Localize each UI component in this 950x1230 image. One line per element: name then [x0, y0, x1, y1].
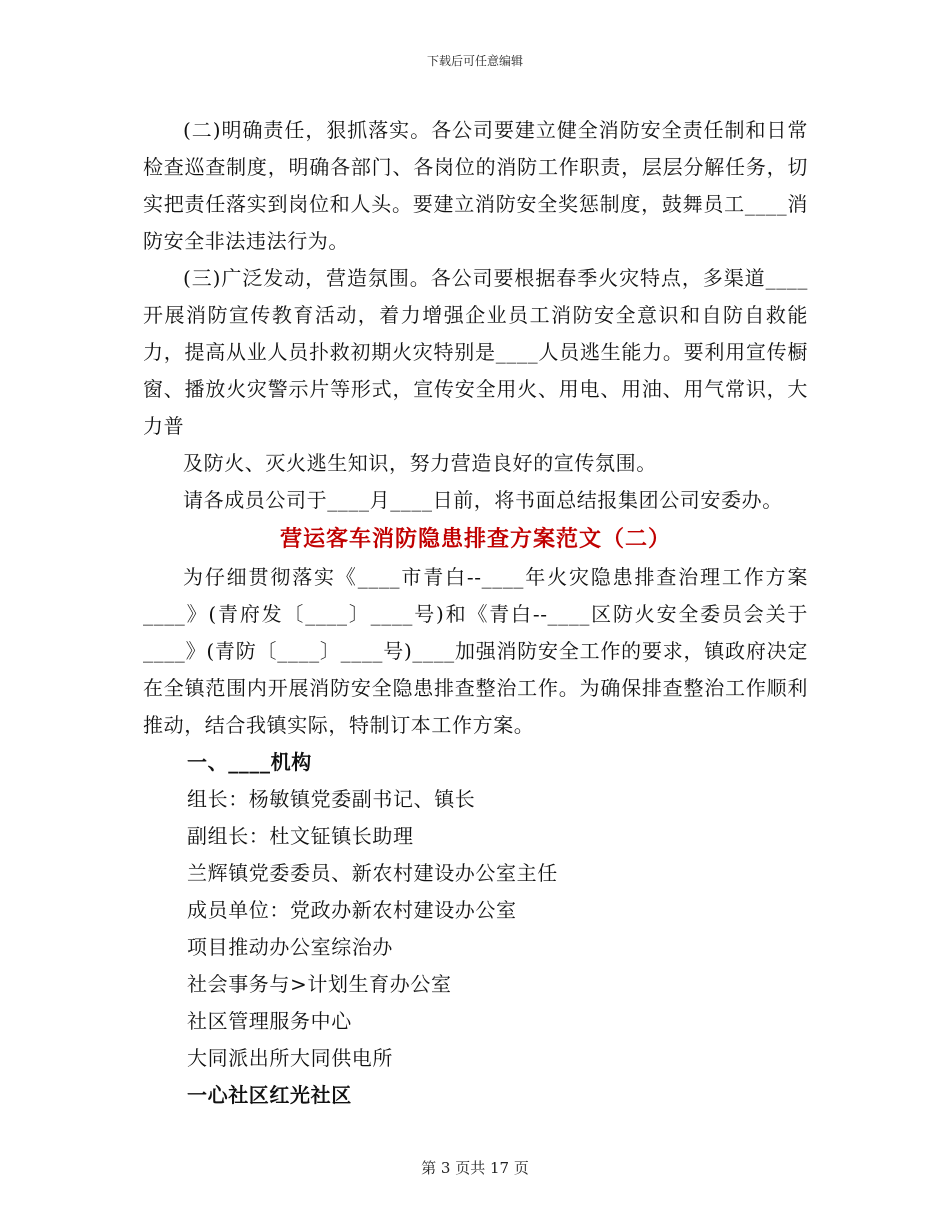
org-line: 组长：杨敏镇党委副书记、镇长: [187, 787, 476, 811]
org-line: 兰辉镇党委委员、新农村建设办公室主任: [187, 861, 558, 885]
paragraph-intro: 为仔细贯彻落实《____市青白--____年火灾隐患排查治理工作方案____》(青府发〔____〕____号)和《青白--____区防火安全委员会关于____》(青防〔____〕____号)____加强消防安全工作的要求，镇政府决定在全镇范围内开展消防安全隐患排查整治工作。为确保排查整治工作顺利推动，结合我镇实际，特制订本工作方案。: [143, 565, 808, 737]
paragraph-responsibility: (二)明确责任，狠抓落实。各公司要建立健全消防安全责任制和日常检查巡查制度，明确各部门、各岗位的消防工作职责，层层分解任务，切实把责任落实到岗位和人头。要建立消防安全奖惩制度，鼓舞员工____消防安全非法违法行为。: [143, 118, 808, 253]
org-line: 成员单位：党政办新农村建设办公室: [187, 898, 517, 922]
org-line: 社区管理服务中心: [187, 1009, 352, 1033]
org-line: 副组长：杜文钲镇长助理: [187, 824, 414, 848]
paragraph-mobilize: (三)广泛发动，营造氛围。各公司要根据春季火灾特点，多渠道____开展消防宣传教育活动，着力增强企业员工消防安全意识和自防自救能力，提高从业人员扑救初期火灾特别是____人员逃生能力。要利用宣传橱窗、播放火灾警示片等形式，宣传安全用火、用电、用油、用气常识，大力普: [143, 266, 808, 438]
page-header: 下载后可任意编辑: [426, 54, 523, 68]
org-line: 社会事务与>计划生育办公室: [187, 972, 452, 996]
document-body: [143, 112, 808, 1114]
org-heading: 一、____机构: [187, 750, 312, 774]
page-footer: 第 3 页共 17 页: [421, 1159, 529, 1177]
paragraph-summary-deadline: 请各成员公司于____月____日前，将书面总结报集团公司安委办。: [183, 488, 783, 512]
paragraph-fire-knowledge: 及防火、灭火逃生知识，努力营造良好的宣传氛围。: [183, 451, 657, 475]
org-line: 大同派出所大同供电所: [187, 1046, 393, 1070]
org-line: 项目推动办公室综治办: [187, 935, 393, 959]
section-title: 营运客车消防隐患排查方案范文（二）: [279, 526, 671, 552]
org-line-bold: 一心社区红光社区: [187, 1083, 352, 1107]
